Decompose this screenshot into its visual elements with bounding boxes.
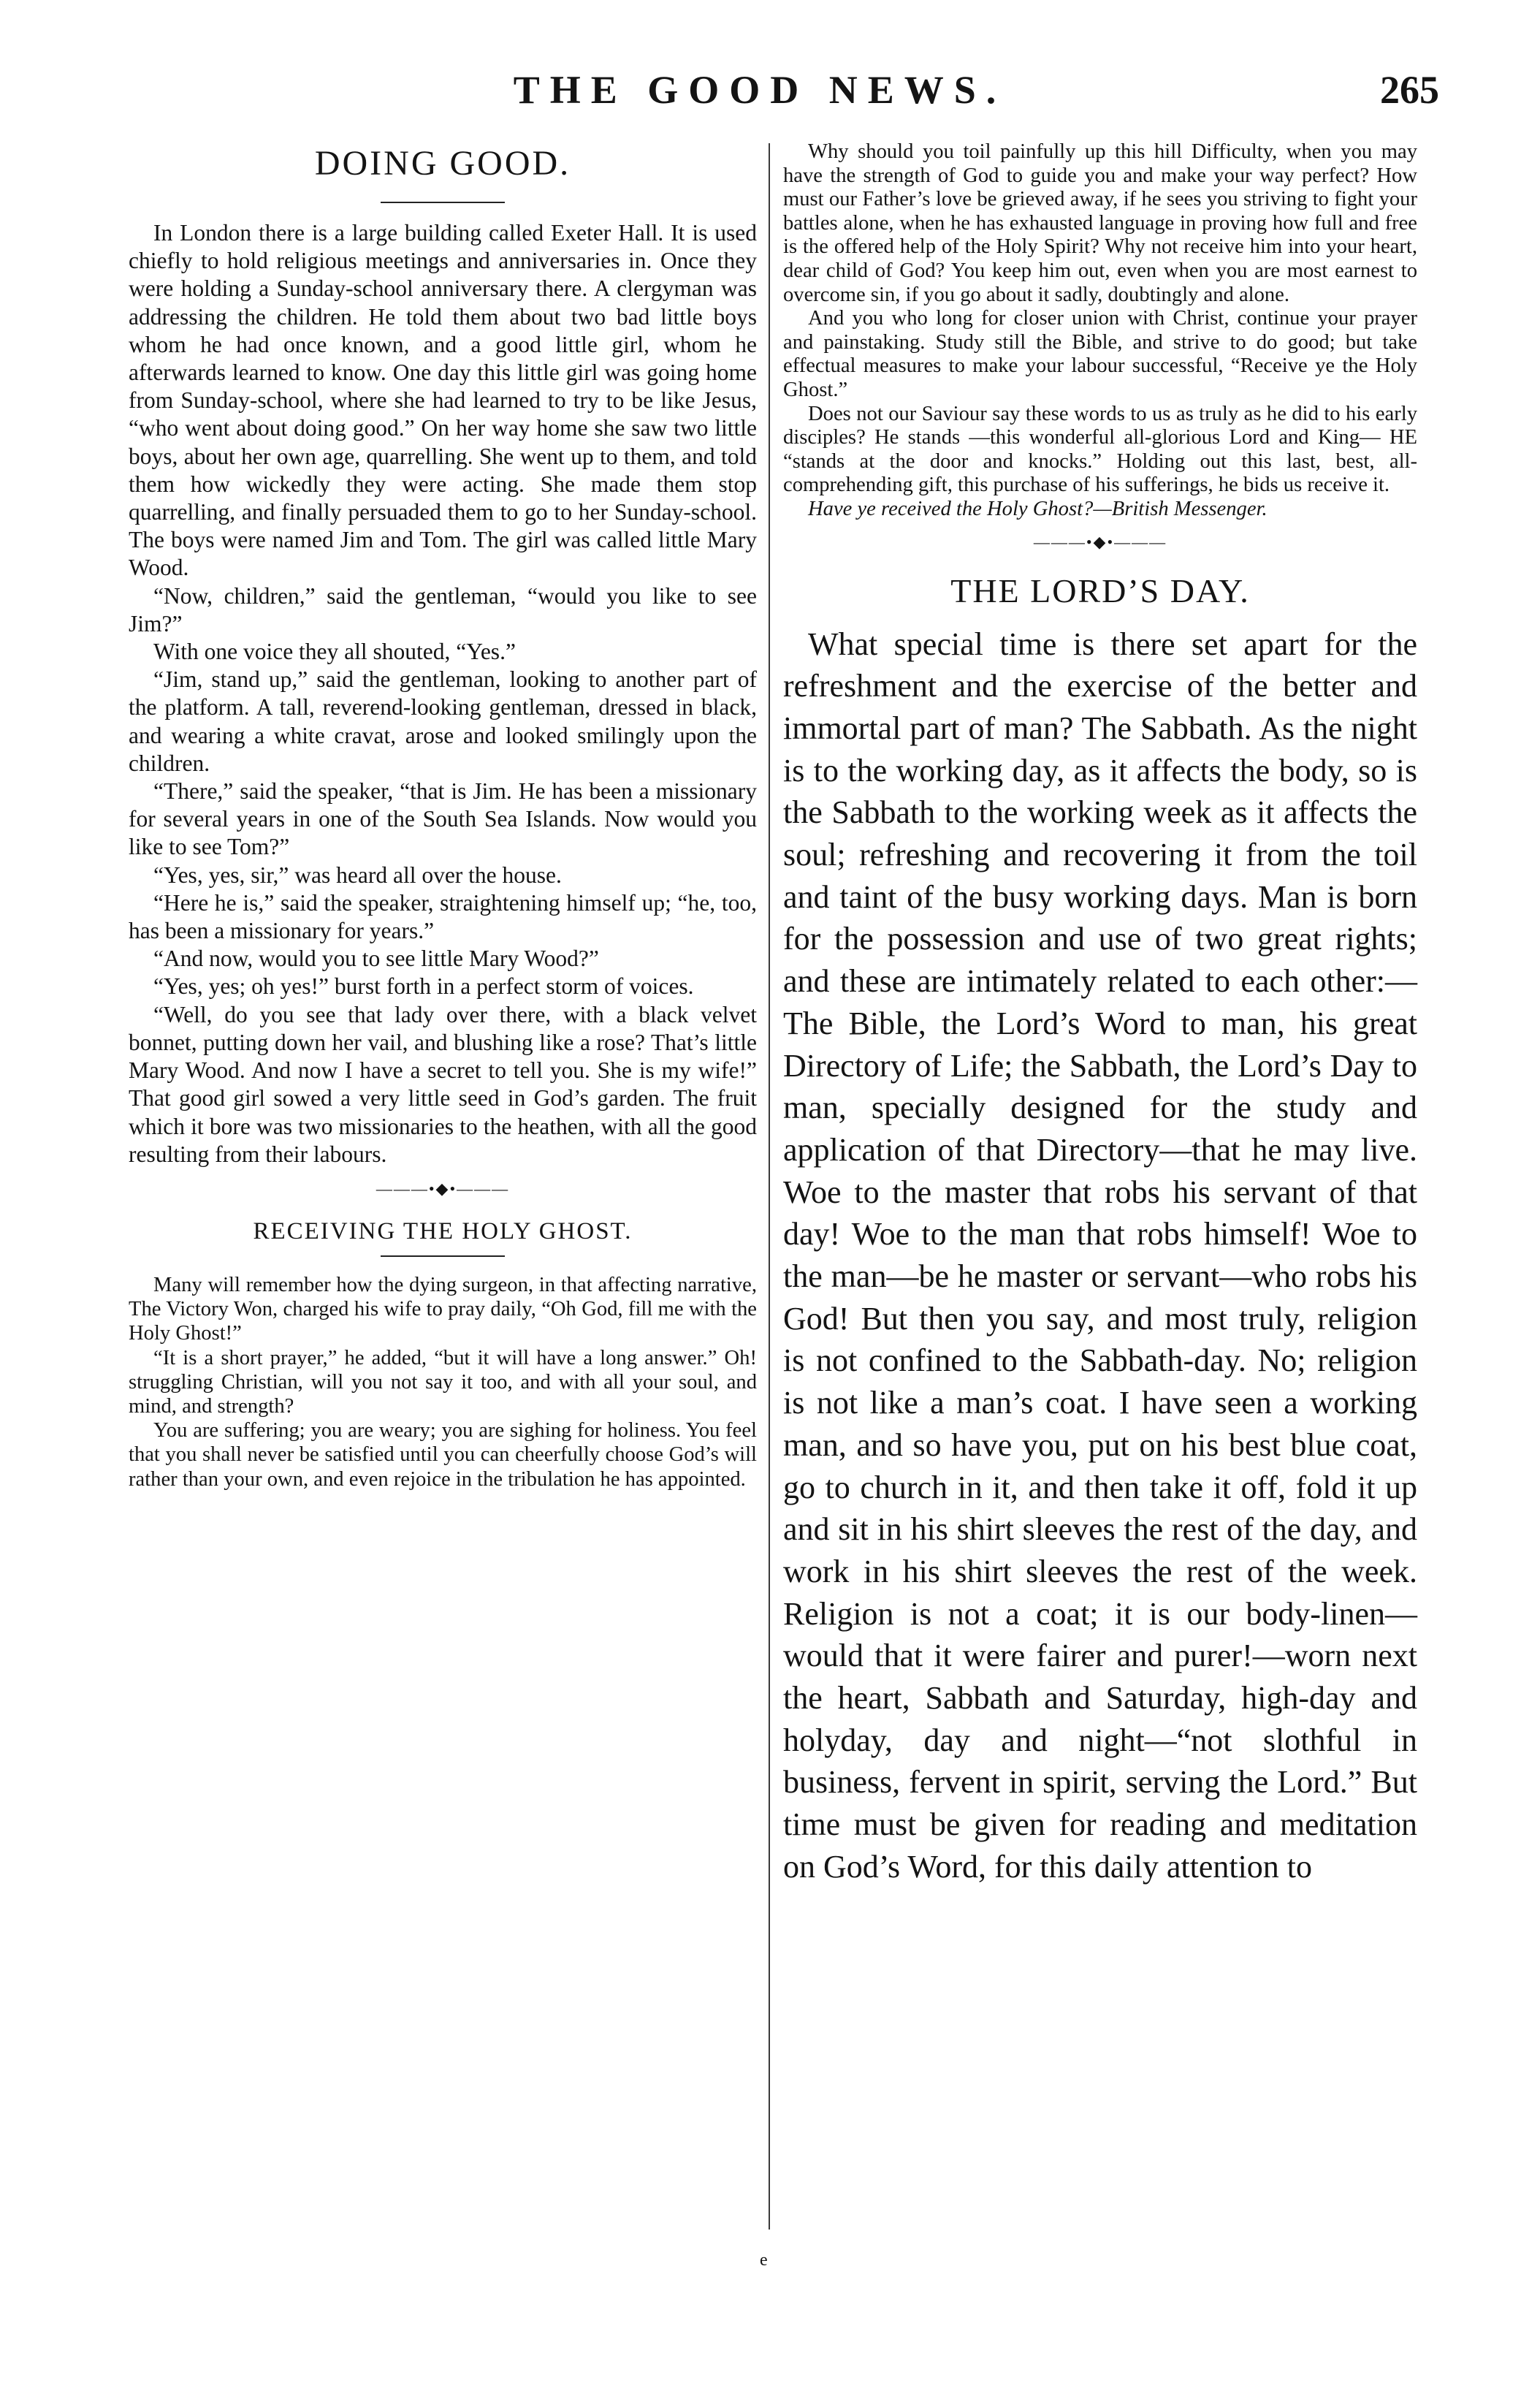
article-receiving-continued xyxy=(783,140,1417,522)
page-number: 265 xyxy=(1380,68,1439,112)
article-title-doing-good: DOING GOOD. xyxy=(314,144,571,183)
paragraph: “There,” said the speaker, “that is Jim. He has been a missionary for several years in one of the South Sea Islands. Now would you like to see Tom?” xyxy=(129,778,757,860)
paragraph: “Well, do you see that lady over there, with a black velvet bonnet, putting down her vail, and blushing like a rose? That’s little Mary Wood. And now I have a secret to tell you. She is my wife!” That good girl sowed a very little seed in God’s garden. The fruit which it bore was two missionaries to the heathen, with all the good resulting from their labours. xyxy=(129,1001,757,1167)
section-ornament: ———•◆•——— xyxy=(1033,532,1167,551)
paragraph: “Here he is,” said the speaker, straightening himself up; “he, too, has been a missionary for years.” xyxy=(129,889,757,944)
paragraph: “Jim, stand up,” said the gentleman, looking to another part of the platform. A tall, reverend-looking gentleman, dressed in black, and wearing a white cravat, arose and looked smilingly upon the children. xyxy=(129,666,757,776)
title-rule xyxy=(381,1255,505,1257)
article-lords-day xyxy=(783,623,1417,1888)
paragraph: You are suffering; you are weary; you are sighing for holiness. You feel that you shall never be satisfied until you can cheerfully choose God’s will rather than your own, and even rejoice in the tribulation he has appointed. xyxy=(129,1419,757,1491)
paragraph: “Yes, yes, sir,” was heard all over the house. xyxy=(153,862,562,888)
column-divider xyxy=(769,143,770,2230)
paragraph: Does not our Saviour say these words to us as truly as he did to his early disciples? He stands —this wonderful all-glorious Lord and King— HE “stands at the door and knocks.” Holding out this last, best, all-comprehending gift, this purchase of his sufferings, he bids us receive it. xyxy=(783,402,1417,497)
paragraph: “And now, would you to see little Mary Wood?” xyxy=(153,946,599,972)
title-rule xyxy=(381,202,505,203)
article-title-receiving: RECEIVING THE HOLY GHOST. xyxy=(253,1217,633,1244)
paragraph: “It is a short prayer,” he added, “but it will have a long answer.” Oh! struggling Christian, will you not say it too, and with all your soul, and mind, and strength? xyxy=(129,1346,757,1418)
right-column xyxy=(783,140,1417,1888)
paragraph: “Now, children,” said the gentleman, “would you like to see Jim?” xyxy=(129,582,757,636)
article-doing-good xyxy=(129,219,757,1168)
paragraph: With one voice they all shouted, “Yes.” xyxy=(153,639,516,665)
section-ornament: ———•◆•——— xyxy=(376,1179,510,1198)
article-receiving xyxy=(129,1273,757,1491)
paragraph: What special time is there set apart for the refreshment and the exercise of the better and immortal part of man? The Sabbath. As the night is to the working day, as it affects the body, so is the Sabbath to the working week as it affects the soul; refreshing and recovering it from the toil and taint of the busy working days. Man is born for the possession and use of two great rights; and these are intimately related to each other:—The Bible, the Lord’s Word to man, his great Directory of Life; the Sabbath, the Lord’s Day to man, specially designed for the study and application of that Directory—that he may live. Woe to the master that robs his servant of that day! Woe to the man that robs himself! Woe to the man—be he master or servant—who robs his God! But then you say, and most truly, religion is not confined to the Sabbath-day. No; religion is not like a man’s coat. I have seen a working man, and so have you, put on his best blue coat, go to church in it, and then take it off, fold it up and sit in his shirt sleeves the rest of the day, and work in his shirt sleeves the rest of the week. Religion is not a coat; it is our body-linen—would that it were fairer and purer!—worn next the heart, Sabbath and Saturday, high-day and holyday, day and night—“not slothful in business, fervent in spirit, serving the Lord.” But time must be given for reading and meditation on God’s Word, for this daily attention to xyxy=(783,626,1417,1885)
left-column xyxy=(129,140,757,1491)
article-title-lords-day: THE LORD’S DAY. xyxy=(950,571,1250,609)
page-header xyxy=(0,67,1540,133)
paragraph: Why should you toil painfully up this hill Difficulty, when you may have the strength of God to guide you and make your way perfect? How must our Father’s love be grieved away, if he sees you striving to fight your battles alone, when he has exhausted language in proving how full and free is the offered help of the Holy Spirit? Why not receive him into your heart, dear child of God? You keep him out, even when you are most earnest to overcome sin, if you go about it sadly, doubtingly and alone. xyxy=(783,140,1417,306)
attribution: Have ye received the Holy Ghost?—British Messenger. xyxy=(808,497,1268,520)
paragraph: And you who long for closer union with Christ, continue your prayer and painstaking. Study still the Bible, and strive to do good; but take effectual measures to make your labour successful, “Receive ye the Holy Ghost.” xyxy=(783,307,1417,401)
paragraph: Many will remember how the dying surgeon, in that affecting narrative, The Victory Won, charged his wife to pray daily, “Oh God, fill me with the Holy Ghost!” xyxy=(129,1273,757,1345)
masthead: THE GOOD NEWS. xyxy=(513,68,1007,112)
paragraph: In London there is a large building called Exeter Hall. It is used chiefly to hold religious meetings and anniversaries in. Once they were holding a Sunday-school anniversary there. A clergyman was addressing the children. He told them about two bad little boys whom he had once known, and a good little girl, whom he afterwards learned to know. One day this little girl was going home from Sunday-school, where she had learned to try to be like Jesus, “who went about doing good.” On her way home she saw two little boys, about her own age, quarrelling. She went up to them, and told them how wickedly they were acting. She made them stop quarrelling, and finally persuaded them to go to her Sunday-school. The boys were named Jim and Tom. The girl was called little Mary Wood. xyxy=(129,220,757,581)
footer-mark: e xyxy=(760,2251,768,2270)
paragraph: “Yes, yes; oh yes!” burst forth in a perfect storm of voices. xyxy=(153,973,694,1000)
